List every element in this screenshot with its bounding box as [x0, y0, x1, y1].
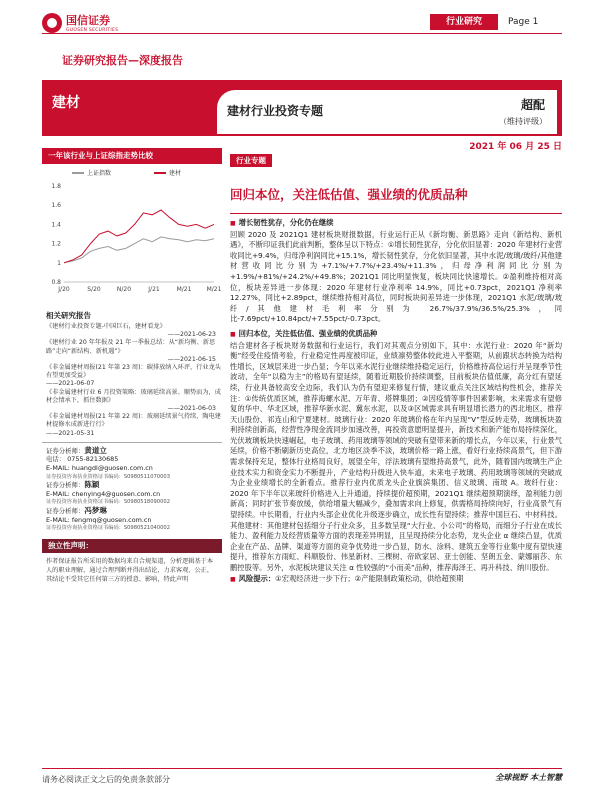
main-content	[230, 148, 562, 585]
chart-svg	[42, 164, 222, 302]
analyst-license: 证券投资咨询执业资格证书编码：S0980511070003	[46, 473, 171, 480]
x-tick-label: S/20	[87, 286, 101, 293]
footer-slogan: 全球视野 本土智慧	[495, 773, 562, 782]
footer-disclaimer: 请务必阅读正文之后的免责条款部分	[42, 775, 170, 784]
risk-text: ①宏观经济进一步下行；②产能限制政策松动，供给超预期	[275, 573, 464, 583]
legend-label: 上证指数	[87, 170, 112, 177]
logo-mark-icon	[42, 13, 62, 33]
disclaimer-text: 作者保证报告所采用的数据均来自合规渠道，分析逻辑基于本人的职业理解，通过合理判断并得出结论，力求客观、公正，其结论不受其它任何第三方的授意、影响，特此声明	[46, 557, 214, 583]
x-tick-label: J/20	[58, 286, 70, 293]
y-tick-label: 1	[57, 259, 61, 267]
analyst-name: 冯梦琳	[84, 506, 107, 515]
body-text	[230, 218, 562, 585]
analyst-role: 证券分析师：	[46, 481, 85, 490]
logo-text: 国信证券	[66, 14, 110, 27]
logo-subtext: GUOSEN SECURITIES	[66, 28, 119, 33]
y-tick-label: 1.2	[51, 240, 61, 248]
related-item[interactable]: 《非金属建材周报(21 年第 23 周)：碳排放纳入环评，行业龙头有望更加受益》	[46, 364, 221, 380]
legend-item	[72, 168, 111, 177]
x-tick-label: N/20	[116, 286, 132, 293]
legend-label: 建材	[169, 170, 182, 177]
rating-note: （维持评级）	[499, 117, 547, 126]
legend-swatch	[72, 172, 84, 174]
y-tick-label: 1.4	[51, 221, 61, 229]
logo	[42, 12, 118, 33]
y-tick-label: 1.8	[51, 183, 61, 190]
analyst-email[interactable]: E-MAIL: fengmq@guosen.com.cn	[46, 515, 152, 524]
page-header	[0, 0, 600, 40]
bullet-heading: ■ 风险提示：	[230, 574, 275, 583]
paragraph: 回顾 2020 及 2021Q1 建材板块财报数据，行业运行正从《新均衡、新思路》走向《新结构、新机遇》，不断印证我们此前判断，整体呈以下特点：①增长韧性犹存，分化依旧显著：2020 年建材行业营收同比+9.4%，归母净利润同比+15.1%，增长韧性犹存，分化依旧显著，其中水泥/玻璃/玻纤/其他建材营收同比分别为+7.1%/+7.7%/+23.4%/+11.3%，归母净利润同比分别为+1.9%/+81%/+24.2%/+49.8%；2021Q1 同比明显恢复，板块同比快速增长。②盈利维持相对高位，板块差异进一步体现：2020 年建材行业净利率 14.9%，同比+0.73pct，2021Q1 净利率 12.27%，同比+2.89pct，继续维持相对高位，同时板块间差异进一步体现，2021Q1 水泥/玻璃/玻纤/其他建材毛利率分别为 26.7%/37.9%/36.5%/25.3%，同比-7.69pct/+10.84pct/+7.55pct/-0.73pct。	[230, 229, 562, 324]
analyst-block	[42, 447, 222, 533]
related-date: ——2021-05-31	[46, 429, 95, 437]
report-type: 证券研究报告—深度报告	[62, 54, 183, 67]
category-tag: 行业研究	[430, 14, 498, 30]
disclaimer-heading: 独立性声明：	[42, 539, 222, 553]
title-divider	[230, 213, 562, 214]
y-tick-label: 0.8	[51, 279, 61, 286]
x-tick-label: M/21	[206, 286, 222, 293]
report-title: 建材行业投资专题	[227, 104, 324, 118]
analyst-email[interactable]: E-MAIL: huangdl@guosen.com.cn	[46, 464, 153, 473]
banner-card	[217, 90, 557, 134]
analyst-role: 证券分析师：	[46, 507, 85, 515]
sidebar-divider	[42, 442, 222, 443]
analyst-role: 证券分析师：	[46, 446, 85, 455]
related-date: ——2021-06-03	[167, 405, 216, 413]
paragraph: 结合建材各子板块财务数据和行业运行，我们对其观点分别如下，其中：水泥行业：2020 年“新均衡”经受住疫情考验，行业稳定性再度被印证，业绩凛势整体较此进入平整期，从前跟状态转换为结构性增长，区域层来进一步凸显；今年以来水泥行业继续维持稳定运行，价格维持高位运行并呈现季节性波动，全年“以稳为主”的格局有望延续，随着近期股价持续调整，目前板块估值低廉，高分红有望延续，行业具备较高安全边际，我们认为仍有望迎来修复行情，建议重点关注区域结构性机会，推荐关注：①传统优质区域，推荐海螺水泥、万年青、塔牌集团；②因疫情等事件因素影响，未来需求有望修复的华中、华北区域，推荐华新水泥、冀东水泥，以及③区域需求具有明显增长潜力的西北地区，推荐天山股份、祁连山和宁夏建材。玻璃行业：2020 年玻璃价格在年内呈现“V”型反转走势，玻璃板块盈利持续创新高，经营性净现金流同步加速改善，再投资意愿明显提升，新技术和新产能布局持续深化，光伏玻璃板块快速崛起，电子玻璃、药用玻璃等领域的突破有望带来新的增长点，今年以来，行业景气延续，价格不断刷新历史高位，北方地区淡季不淡，玻璃价格一路上涨，看好行业持续高景气，但下游需求保持充足，整体行业格局良好，展望全年，浮法玻璃有望维持高景气，此外，随着国内玻璃生产企业技术实力和资金实力不断提升，产业结构升级进入快车道，未来电子玻璃、药用玻璃等领域的突破成为企业业绩增长的全新看点。推荐行业内优质龙头企业旗滨集团、信义玻璃、南玻 A。玻纤行业：2020 年下半年以来玻纤价格进入上升通道，持续提价超预期，2021Q1 继续超预期演绎，盈利能力创新高；同时扩张节奏放缓，供给增量大幅减少，叠加需求向上修复，供需格局持续向好，行业高景气有望持续。中长期看，行业内头部企业优化升级逐步确立，成长性有望持续；推荐中国巨石、中材科技。其他建材：其他建材包括细分子行业众多，且多数呈现“大行业、小公司”的格局，而细分子行业在成长能力、盈利能力及经营质量等方面的表现差异明显，且呈现持续分化态势，龙头企业 α 继续凸显，优质企业在产品、品牌、渠道等方面的竞争优势进一步凸显，防水、涂料、建筑五金等行业集中度有望快速提升，推荐东方雨虹、科顺股份、伟星新材、三棵树、帝欧家居、亚士创能、坚朗五金、蒙娜丽莎、东鹏控股等。另外，水泥板块建议关注 α 性较强的“小而美”品种，推荐海泽王、再升科技、纳川股份。	[230, 340, 562, 572]
legend-swatch	[154, 172, 166, 174]
trend-chart	[42, 164, 222, 302]
series-line	[64, 237, 214, 263]
legend-item	[154, 168, 181, 177]
bullet-heading: ■ 增长韧性犹存，分化仍在继续	[230, 218, 562, 230]
related-item[interactable]: 《非金属建材周报(21 年第 22 周)：玻璃延续景气持续，陶电建材提修水成新进行行》	[46, 413, 221, 429]
report-date: 2021 年 06 月 25 日	[469, 142, 562, 152]
y-tick-label: 1.6	[51, 202, 61, 210]
bullet-heading: ■ 回归本位，关注低估值、强业绩的优质品种	[230, 329, 562, 341]
related-list	[42, 323, 222, 438]
analyst-name: 黄道立	[84, 445, 107, 455]
page-number: Page 1	[508, 17, 539, 27]
main-title: 回归本位，关注低估值、强业绩的优质品种	[230, 187, 468, 202]
header-divider	[42, 33, 562, 34]
analyst-tel: 电话： 0755-82130685	[46, 455, 119, 464]
x-tick-label: J/21	[148, 286, 160, 293]
title-banner	[42, 80, 562, 136]
related-date: ——2021-06-23	[167, 331, 216, 339]
analyst-license: 证券投资咨询执业资格证书编码：S0980518090002	[46, 499, 171, 506]
related-date: ——2021-06-15	[167, 355, 216, 363]
related-item[interactable]: 《建材行业 20 年年报及 21 年一季报总结：从“新均衡、新思路”走向“新结构、新机遇”》	[46, 339, 216, 355]
industry-label: 建材	[52, 95, 80, 111]
related-date: ——2021-06-07	[46, 380, 95, 388]
x-tick-label: M/21	[176, 286, 192, 293]
sidebar	[42, 148, 222, 588]
rating: 超配	[520, 98, 545, 112]
section-tag: 行业专题	[230, 154, 272, 167]
analyst-name: 陈颖	[84, 480, 100, 490]
analyst-license: 证券投资咨询执业资格证书编码：S0980521040002	[46, 525, 171, 532]
analyst-email[interactable]: E-MAIL: chenying4@guosen.com.cn	[46, 489, 161, 498]
related-title: 相关研究报告	[46, 311, 91, 320]
related-item[interactable]: 《非金属建材行业 6 月投资策略：玻璃延续高景、顺势而为，成材会情承下，抓住数据》	[46, 388, 221, 404]
footer-divider	[42, 768, 562, 769]
chart-heading: 一年该行业与上证综指走势比较	[42, 148, 222, 164]
related-item[interactable]: 《建材行业投资专题-中国巨石，建材看龙》	[46, 323, 166, 330]
